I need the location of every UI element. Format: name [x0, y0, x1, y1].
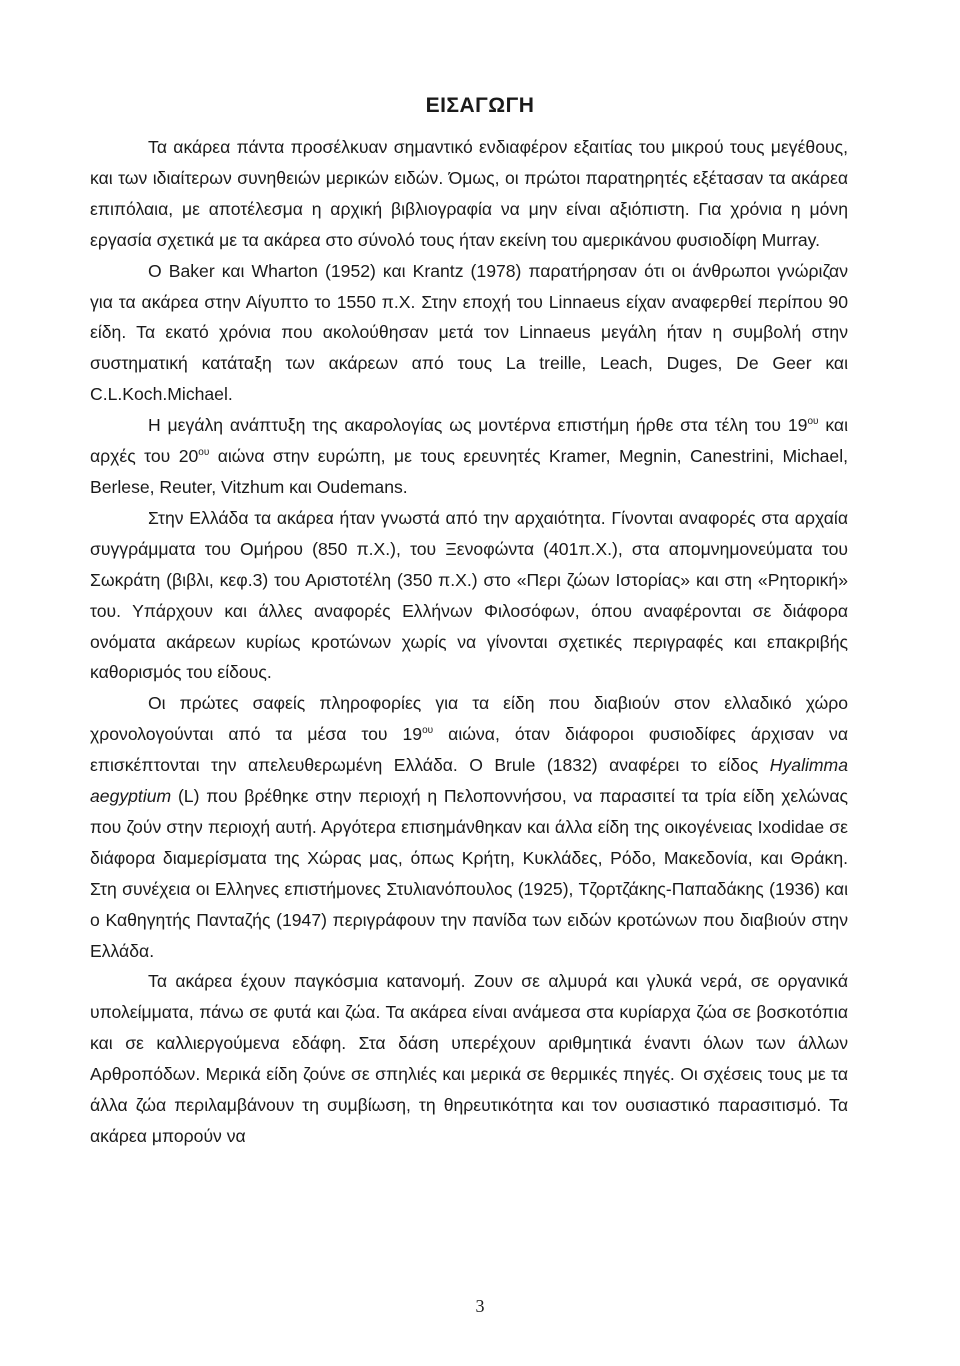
paragraph-5-text-a: Οι πρώτες σαφείς πληροφορίες για τα είδη που διαβιούν στον ελλαδικό χώρο χρονολογούνται από τα μέσα του 19	[90, 693, 848, 745]
paragraph-5	[90, 688, 848, 966]
paragraph-3	[90, 410, 848, 503]
page-title: ΕΙΣΑΓΩΓΗ	[425, 94, 535, 117]
paragraph-3-text-b: και αρχές του 20	[90, 415, 848, 467]
document-body	[90, 132, 848, 1152]
superscript-ordinal: ου	[198, 447, 210, 459]
paragraph-5-text-b: αιώνα, όταν διάφοροι φυσιοδίφες άρχισαν να επισκέπτονται την απελευθερωμένη Ελλάδα. Ο Brule (1832) αναφέρει το είδος	[90, 724, 849, 776]
page-number: 3	[475, 1296, 485, 1316]
superscript-ordinal: ου	[807, 416, 819, 428]
paragraph-4: Στην Ελλάδα τα ακάρεα ήταν γνωστά από την αρχαιότητα. Γίνονται αναφορές στα αρχαία συγγράμματα του Ομήρου (850 π.Χ.), του Ξενοφώντα (401π.Χ.), στα απομνημονεύματα του Σωκράτη (βιβλι, κεφ.3) του Αριστοτέλη (350 π.Χ.) στο «Περι ζώων Ιστορίας» και στη «Ρητορική» του. Υπάρχουν και άλλες αναφορές Ελλήνων Φιλοσόφων, όπου αναφέρονται σε διάφορα ονόματα ακάρεων κυρίως κροτώνων χωρίς να γίνονται σχετικές περιγραφές και επακριβής καθορισμός του είδους.	[90, 507, 848, 683]
paragraph-3-text-c: αιώνα στην ευρώπη, με τους ερευνητές Kramer, Megnin, Canestrini, Michael, Berlese, Reuter, Vitzhum και Oudemans.	[90, 446, 848, 497]
paragraph-5-text-c: (L) που βρέθηκε στην περιοχή η Πελοποννήσου, να παρασιτεί τα τρία είδη χελώνας που ζούν στην περιοχή αυτή. Αργότερα επισημάνθηκαν και άλλα είδη της οικογένειας Ixodidae σε διάφορα διαμερίσματα της Χώρας μας, όπως Κρήτη, Κυκλάδες, Ρόδο, Μακεδονία, και Θράκη. Στη συνέχεια οι Ελληνες επιστήμονες Στυλιανόπουλος (1925), Τζορτζάκης-Παπαδάκης (1936) και ο Καθηγητής Πανταζής (1947) περιγράφουν την πανίδα των ειδών κροτώνων που διαβιούν στην Ελλάδα.	[90, 786, 848, 961]
paragraph-6: Τα ακάρεα έχουν παγκόσμια κατανομή. Ζουν σε αλμυρά και γλυκά νερά, σε οργανικά υπολείμματα, πάνω σε φυτά και ζώα. Τα ακάρεα είναι ανάμεσα στα κυρίαρχα ζώα σε βοσκοτόπια και σε καλλιεργούμενα εδάφη. Στα δάση υπερέχουν αριθμητικά έναντι όλων των άλλων Αρθροπόδων. Μερικά είδη ζούνε σε σπηλιές και μερικά σε θερμικές πηγές. Οι σχέσεις τους με τα άλλα ζώα περιλαμβάνουν τη συμβίωση, τη θηρευτικότητα και τον ουσιαστικό παρασιτισμό. Τα ακάρεα μπορούν να	[90, 971, 848, 1146]
species-name: Hyalimma aegyptium	[90, 755, 848, 807]
superscript-ordinal: ου	[422, 725, 434, 737]
paragraph-1: Τα ακάρεα πάντα προσέλκυαν σημαντικό ενδιαφέρον εξαιτίας του μικρού τους μεγέθους, και των ιδιαίτερων συνηθειών μερικών ειδών. Όμως, οι πρώτοι παρατηρητές εξέτασαν τα ακάρεα επιπόλαια, με αποτέλεσμα η αρχική βιβλιογραφία να μην είναι αξιόπιστη. Για χρόνια η μόνη εργασία σχετικά με τα ακάρεα στο σύνολό τους ήταν εκείνη του αμερικάνου φυσιοδίφη Murray.	[90, 137, 848, 250]
paragraph-3-text-a: Η μεγάλη ανάπτυξη της ακαρολογίας ως μοντέρνα επιστήμη ήρθε στα τέλη του 19	[148, 415, 808, 436]
paragraph-2: Ο Baker και Wharton (1952) και Krantz (1978) παρατήρησαν ότι οι άνθρωποι γνώριζαν για τα ακάρεα στην Αίγυπτο το 1550 π.Χ. Στην εποχή του Linnaeus είχαν αναφερθεί περίπου 90 είδη. Τα εκατό χρόνια που ακολούθησαν μετά τον Linnaeus μεγάλη ήταν η συμβολή στην συστηματική κατάταξη των ακάρεων από τους La treille, Leach, Duges, De Geer και C.L.Koch.Michael.	[90, 260, 848, 405]
